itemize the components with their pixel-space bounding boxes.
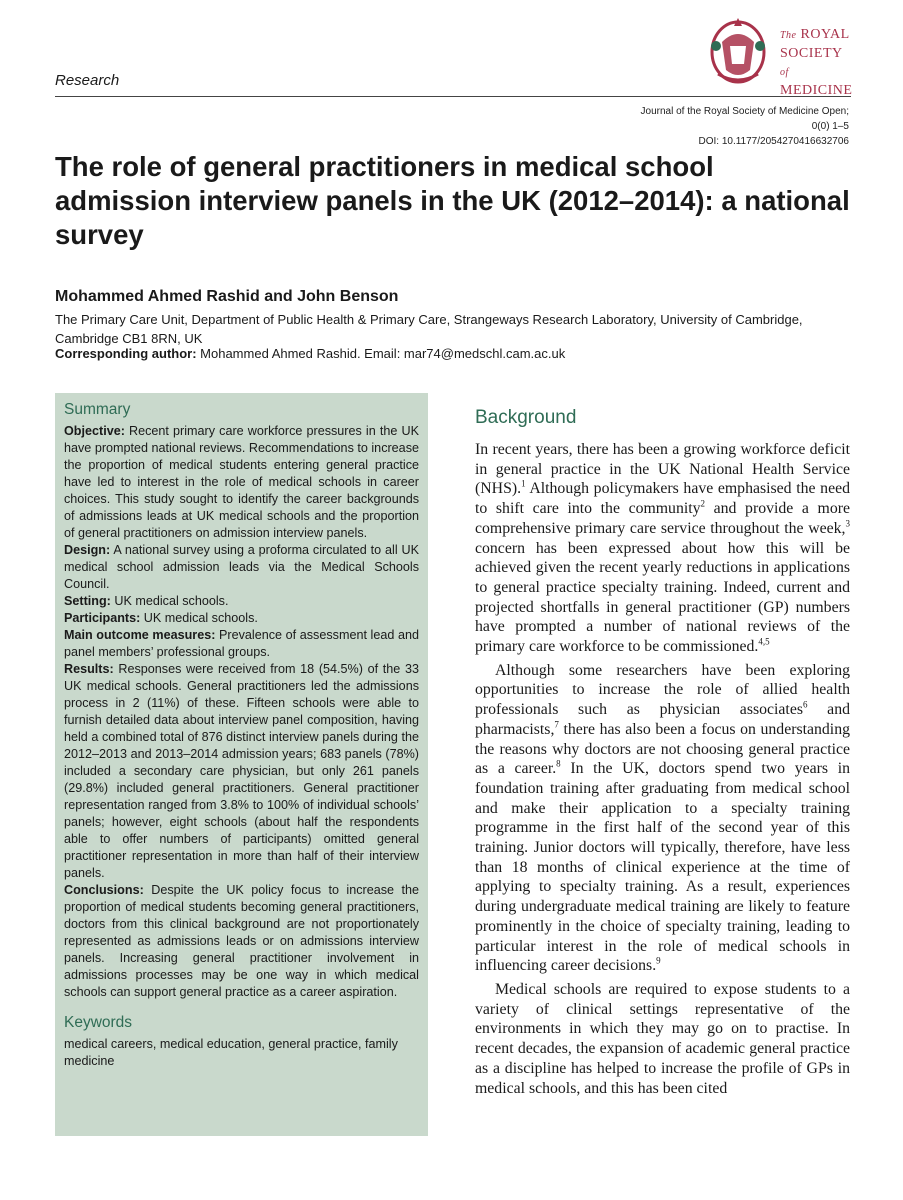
summary-setting [64, 593, 419, 610]
affiliation: The Primary Care Unit, Department of Public Health & Primary Care, Strangeways Research Laboratory, University of Cambridge, Cambridge CB1 8RN, UK [55, 312, 803, 346]
correspondence-label: Corresponding author: [55, 346, 197, 361]
p1-text-b: Although policymakers have emphasised the need to shift care into the community [475, 480, 850, 518]
background-paragraph-2 [475, 661, 850, 976]
citation-9[interactable]: 9 [656, 956, 661, 967]
citation-1[interactable]: 1 [521, 479, 526, 490]
journal-doi[interactable]: DOI: 10.1177/2054270416632706 [698, 136, 849, 147]
keywords-text: medical careers, medical education, general practice, family medicine [64, 1037, 398, 1068]
summary-design [64, 542, 419, 593]
objective-label: Objective: [64, 424, 125, 438]
background-body [475, 440, 850, 1098]
crest-icon [704, 12, 772, 86]
background-heading: Background [475, 407, 577, 428]
p2-text-a: Although some researchers have been exploring opportunities to increase the role of allied health professionals such as physician associates [475, 661, 850, 719]
conclusions-text: Despite the UK policy focus to increase the proportion of medical students becoming general practitioners, doctors from this clinical background are not proportionately represented as admissions leads or on admissions interview panels. Increasing general practitioner involvement in admissions processes may be one way in which medical schools can support general practice as a career aspiration. [64, 883, 419, 999]
summary-results [64, 661, 419, 882]
summary-conclusions [64, 882, 419, 1001]
journal-info [641, 104, 849, 149]
background-paragraph-1 [475, 440, 850, 657]
correspondence-text[interactable]: Mohammed Ahmed Rashid. Email: mar74@medschl.cam.ac.uk [196, 346, 566, 361]
p2-text-c: there has also been a focus on understanding the reasons why doctors are not choosing general practice as a career. [475, 720, 850, 778]
conclusions-label: Conclusions: [64, 883, 144, 897]
design-text: A national survey using a proforma circulated to all UK medical school admission leads via the Medical Schools Council. [64, 543, 419, 591]
summary-heading: Summary [64, 401, 131, 418]
journal-name: Journal of the Royal Society of Medicine Open; [640, 106, 849, 117]
setting-text: UK medical schools. [110, 594, 229, 608]
participants-label: Participants: [64, 611, 141, 625]
participants-text: UK medical schools. [140, 611, 258, 625]
p1-text-a: In recent years, there has been a growing workforce deficit in general practice in the UK National Health Service (NHS). [475, 441, 850, 498]
citation-4-5[interactable]: 4,5 [758, 636, 770, 647]
outcome-text: Prevalence of assessment lead and panel members’ professional groups. [64, 628, 419, 659]
p2-text-d: In the UK, doctors spend two years in foundation training after graduating from medical school and make their application to a specialty training programme in the first half of the second year of this training. Junior doctors will typically, therefore, have less than 18 months of clinical experience at the time of applying to specialty training. As a result, experiences during undergraduate medical training are likely to feature prominently in the choice of specialty training, leading to particular interest in the role of medical schools in influencing career decisions. [475, 760, 850, 975]
p1-text-c: and provide a more comprehensive primary care service throughout the week, [475, 500, 850, 537]
results-label: Results: [64, 662, 114, 676]
summary-box [55, 393, 428, 1136]
summary-objective [64, 423, 419, 542]
p2-text-b: and pharmacists, [475, 701, 850, 738]
setting-label: Setting: [64, 594, 111, 608]
article-title: The role of general practitioners in medical school admission interview panels in the UK (2012–2014): a national survey [55, 151, 850, 250]
results-text: Responses were received from 18 (54.5%) of the 33 UK medical schools. General practitioners led the admissions process in 2 (11%) of these. Fifteen schools were able to furnish detailed data about interview panel composition, having held a combined total of 876 distinct interview panels during the 2012–2013 and 2013–2014 admission years; 683 panels (78%) included a secondary care physician, but only 261 panels (29.8%) included general practitioners. General practitioner representation ranged from 3.8% to 100% of individual schools’ panels; however, eight schools (about half the respondents able to offer numbers of participants) omitted general practitioner representation in more than half of their interview panels. [64, 662, 419, 880]
section-label: Research [55, 72, 120, 89]
design-label: Design: [64, 543, 111, 557]
logo-society: SOCIETY [780, 46, 843, 61]
summary-outcome [64, 627, 419, 661]
journal-volume: 0(0) 1–5 [811, 121, 849, 132]
citation-8[interactable]: 8 [556, 758, 561, 769]
logo-of: of [780, 67, 789, 78]
logo-medicine: MEDICINE [780, 83, 853, 98]
header-rule [55, 96, 851, 97]
citation-3[interactable]: 3 [845, 518, 850, 529]
background-paragraph-3: Medical schools are required to expose students to a variety of clinical settings representative of the environments in which they may go on to practise. In recent decades, the expansion of academic general practice as a discipline has helped to increase the profile of GPs in medical schools, and this has been cited [475, 980, 850, 1097]
rsm-logo [704, 12, 854, 98]
p1-text-d: concern has been expressed about how this will be achieved given the recent yearly reductions in applications to general practice specialty training. Indeed, current and projected shortfalls in general practitioner (GP) numbers have prompted a number of national reviews of the primary care workforce to be commissioned. [475, 539, 850, 656]
authors: Mohammed Ahmed Rashid and John Benson [55, 288, 399, 305]
citation-2[interactable]: 2 [700, 498, 706, 509]
outcome-label: Main outcome measures: [64, 628, 216, 642]
citation-7[interactable]: 7 [554, 719, 559, 730]
logo-the: The [780, 30, 797, 41]
keywords-heading: Keywords [64, 1014, 133, 1031]
citation-6[interactable]: 6 [802, 699, 808, 710]
objective-text: Recent primary care workforce pressures in the UK have prompted national reviews. Recommendations to increase the proportion of medical students entering general practice have led to interest in the role of medical schools in career choices. This study sought to identify the career backgrounds of admissions leads at UK medical schools and the proportion of general practitioners on admission interview panels. [64, 424, 419, 540]
logo-royal: ROYAL [800, 27, 850, 42]
correspondence [55, 346, 565, 361]
summary-participants [64, 610, 419, 627]
logo-text [780, 26, 854, 100]
